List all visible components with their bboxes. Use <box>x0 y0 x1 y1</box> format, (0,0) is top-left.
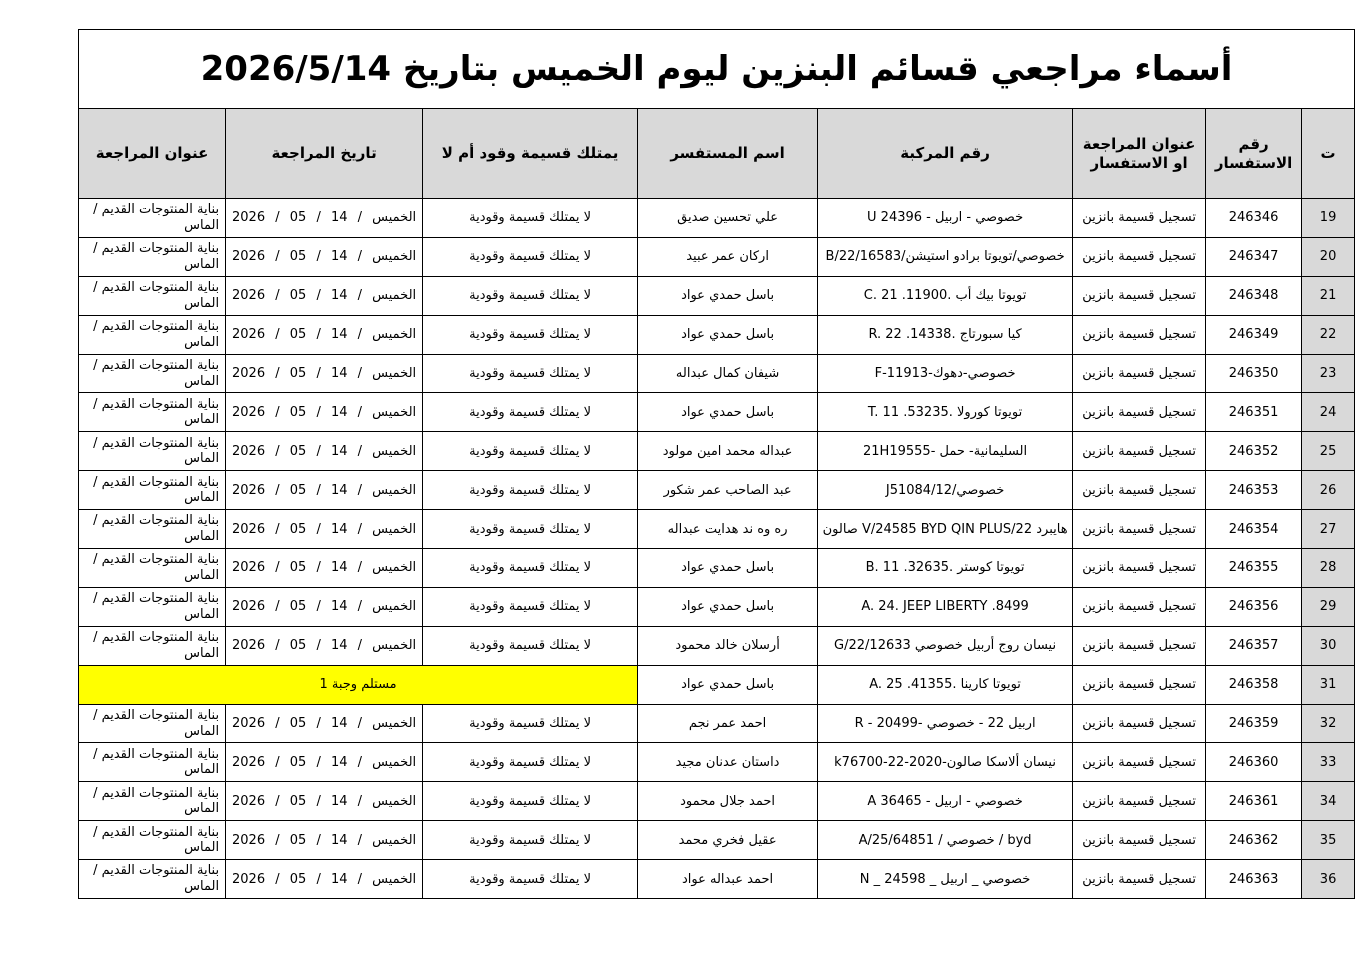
table-row <box>79 199 1355 238</box>
col-header-seq: ت <box>1302 109 1355 199</box>
row-inquirer-name: اركان عمر عبيد <box>638 237 818 276</box>
row-vehicle-no: خصوصي - اربيل - 36465 A <box>818 782 1073 821</box>
row-inquirer-name: باسل حمدي عواد <box>638 587 818 626</box>
row-seq: 30 <box>1302 626 1355 665</box>
row-inquiry-no: 246348 <box>1206 276 1302 315</box>
row-inquiry-no: 246357 <box>1206 626 1302 665</box>
row-visit-date: الخميس / 14 / 05 / 2026 <box>226 315 423 354</box>
row-request-type: تسجيل قسيمة بانزين <box>1073 549 1206 588</box>
row-vehicle-no: اربيل 22 - خصوصي -R - 20499 <box>818 704 1073 743</box>
row-visit-address: بناية المنتوجات القديم / الماس <box>79 743 226 782</box>
row-vehicle-no: خصوصي - اربيل - 24396 U <box>818 199 1073 238</box>
row-vehicle-no: byd / خصوصي / 64851/A/25 <box>818 821 1073 860</box>
row-visit-date: الخميس / 14 / 05 / 2026 <box>226 587 423 626</box>
row-inquiry-no: 246362 <box>1206 821 1302 860</box>
row-seq: 20 <box>1302 237 1355 276</box>
row-vehicle-no: خصوصي _ اربيل _ 24598 _ N <box>818 860 1073 899</box>
row-visit-date: الخميس / 14 / 05 / 2026 <box>226 626 423 665</box>
row-vehicle-no: تويوتا كارينا .41355. A. 25 <box>818 665 1073 704</box>
row-visit-date: الخميس / 14 / 05 / 2026 <box>226 549 423 588</box>
row-coupon-status: لا يمتلك قسيمة وقودية <box>423 199 638 238</box>
row-inquiry-no: 246351 <box>1206 393 1302 432</box>
row-visit-address: بناية المنتوجات القديم / الماس <box>79 393 226 432</box>
row-visit-address: بناية المنتوجات القديم / الماس <box>79 860 226 899</box>
row-coupon-status: لا يمتلك قسيمة وقودية <box>423 315 638 354</box>
row-request-type: تسجيل قسيمة بانزين <box>1073 743 1206 782</box>
row-visit-address: بناية المنتوجات القديم / الماس <box>79 587 226 626</box>
table-row <box>79 665 1355 704</box>
row-request-type: تسجيل قسيمة بانزين <box>1073 587 1206 626</box>
row-inquiry-no: 246352 <box>1206 432 1302 471</box>
row-coupon-status: لا يمتلك قسيمة وقودية <box>423 704 638 743</box>
row-visit-address: بناية المنتوجات القديم / الماس <box>79 354 226 393</box>
row-visit-date: الخميس / 14 / 05 / 2026 <box>226 510 423 549</box>
row-seq: 25 <box>1302 432 1355 471</box>
row-inquiry-no: 246360 <box>1206 743 1302 782</box>
row-seq: 26 <box>1302 471 1355 510</box>
col-header-has-coupon: يمتلك قسيمة وقود أم لا <box>423 109 638 199</box>
row-seq: 21 <box>1302 276 1355 315</box>
col-header-inquiry-no: رقم الاستفسار <box>1206 109 1302 199</box>
row-coupon-status: لا يمتلك قسيمة وقودية <box>423 354 638 393</box>
row-seq: 34 <box>1302 782 1355 821</box>
header-row <box>79 109 1355 199</box>
table-row <box>79 315 1355 354</box>
coupon-sheet <box>78 29 1354 899</box>
row-vehicle-no: نيسان ألاسكا صالون-2020-22-k76700 <box>818 743 1073 782</box>
row-inquirer-name: باسل حمدي عواد <box>638 665 818 704</box>
row-vehicle-no: هايبرد 22/V/24585 BYD QIN PLUS صالون <box>818 510 1073 549</box>
row-inquirer-name: شيفان كمال عبداله <box>638 354 818 393</box>
table-row <box>79 471 1355 510</box>
inquirers-table <box>78 29 1355 899</box>
row-inquiry-no: 246353 <box>1206 471 1302 510</box>
row-inquirer-name: احمد عبداله عواد <box>638 860 818 899</box>
table-body <box>79 199 1355 899</box>
row-request-type: تسجيل قسيمة بانزين <box>1073 354 1206 393</box>
table-row <box>79 354 1355 393</box>
row-inquiry-no: 246355 <box>1206 549 1302 588</box>
row-seq: 22 <box>1302 315 1355 354</box>
row-inquirer-name: باسل حمدي عواد <box>638 276 818 315</box>
row-request-type: تسجيل قسيمة بانزين <box>1073 510 1206 549</box>
row-vehicle-no: تويوتا كوستر .32635. B. 11 <box>818 549 1073 588</box>
row-visit-address: بناية المنتوجات القديم / الماس <box>79 199 226 238</box>
row-inquiry-no: 246358 <box>1206 665 1302 704</box>
row-coupon-status: لا يمتلك قسيمة وقودية <box>423 587 638 626</box>
row-visit-date: الخميس / 14 / 05 / 2026 <box>226 860 423 899</box>
table-row <box>79 276 1355 315</box>
row-seq: 29 <box>1302 587 1355 626</box>
row-inquiry-no: 246346 <box>1206 199 1302 238</box>
row-visit-address: بناية المنتوجات القديم / الماس <box>79 782 226 821</box>
table-row <box>79 743 1355 782</box>
row-visit-address: بناية المنتوجات القديم / الماس <box>79 471 226 510</box>
row-seq: 24 <box>1302 393 1355 432</box>
table-row <box>79 432 1355 471</box>
row-coupon-status: لا يمتلك قسيمة وقودية <box>423 276 638 315</box>
row-inquiry-no: 246359 <box>1206 704 1302 743</box>
row-visit-date: الخميس / 14 / 05 / 2026 <box>226 237 423 276</box>
row-vehicle-no: تويوتا بيك أب .11900. C. 21 <box>818 276 1073 315</box>
row-visit-date: الخميس / 14 / 05 / 2026 <box>226 199 423 238</box>
row-visit-date: الخميس / 14 / 05 / 2026 <box>226 782 423 821</box>
row-seq: 36 <box>1302 860 1355 899</box>
row-visit-date: الخميس / 14 / 05 / 2026 <box>226 821 423 860</box>
row-coupon-status: لا يمتلك قسيمة وقودية <box>423 237 638 276</box>
row-coupon-status: لا يمتلك قسيمة وقودية <box>423 821 638 860</box>
row-received-status: مستلم وجبة 1 <box>79 665 638 704</box>
row-coupon-status: لا يمتلك قسيمة وقودية <box>423 860 638 899</box>
row-seq: 27 <box>1302 510 1355 549</box>
row-visit-address: بناية المنتوجات القديم / الماس <box>79 549 226 588</box>
row-inquirer-name: احمد جلال محمود <box>638 782 818 821</box>
row-visit-date: الخميس / 14 / 05 / 2026 <box>226 743 423 782</box>
row-vehicle-no: كيا سبورتاج .14338. R. 22 <box>818 315 1073 354</box>
row-visit-date: الخميس / 14 / 05 / 2026 <box>226 471 423 510</box>
page-title: أسماء مراجعي قسائم البنزين ليوم الخميس بتاريخ 2026/5/14 <box>79 30 1355 109</box>
row-inquirer-name: احمد عمر نجم <box>638 704 818 743</box>
row-inquiry-no: 246363 <box>1206 860 1302 899</box>
row-inquirer-name: باسل حمدي عواد <box>638 549 818 588</box>
row-request-type: تسجيل قسيمة بانزين <box>1073 821 1206 860</box>
row-visit-address: بناية المنتوجات القديم / الماس <box>79 315 226 354</box>
row-inquiry-no: 246356 <box>1206 587 1302 626</box>
row-coupon-status: لا يمتلك قسيمة وقودية <box>423 782 638 821</box>
col-header-visit-date: تاريخ المراجعة <box>226 109 423 199</box>
row-visit-date: الخميس / 14 / 05 / 2026 <box>226 276 423 315</box>
row-visit-date: الخميس / 14 / 05 / 2026 <box>226 704 423 743</box>
row-coupon-status: لا يمتلك قسيمة وقودية <box>423 743 638 782</box>
row-request-type: تسجيل قسيمة بانزين <box>1073 665 1206 704</box>
col-header-inquirer-name: اسم المستفسر <box>638 109 818 199</box>
row-coupon-status: لا يمتلك قسيمة وقودية <box>423 432 638 471</box>
row-seq: 31 <box>1302 665 1355 704</box>
row-request-type: تسجيل قسيمة بانزين <box>1073 199 1206 238</box>
table-row <box>79 393 1355 432</box>
row-inquirer-name: علي تحسين صديق <box>638 199 818 238</box>
table-row <box>79 626 1355 665</box>
row-visit-date: الخميس / 14 / 05 / 2026 <box>226 393 423 432</box>
row-request-type: تسجيل قسيمة بانزين <box>1073 315 1206 354</box>
row-request-type: تسجيل قسيمة بانزين <box>1073 393 1206 432</box>
row-inquirer-name: باسل حمدي عواد <box>638 315 818 354</box>
row-inquirer-name: أرسلان خالد محمود <box>638 626 818 665</box>
row-visit-date: الخميس / 14 / 05 / 2026 <box>226 432 423 471</box>
table-row <box>79 587 1355 626</box>
row-vehicle-no: 8499. A. 24. JEEP LIBERTY <box>818 587 1073 626</box>
row-inquirer-name: عبداله محمد امين مولود <box>638 432 818 471</box>
row-request-type: تسجيل قسيمة بانزين <box>1073 276 1206 315</box>
row-visit-address: بناية المنتوجات القديم / الماس <box>79 276 226 315</box>
row-request-type: تسجيل قسيمة بانزين <box>1073 471 1206 510</box>
row-visit-address: بناية المنتوجات القديم / الماس <box>79 510 226 549</box>
row-request-type: تسجيل قسيمة بانزين <box>1073 237 1206 276</box>
row-inquirer-name: عبد الصاحب عمر شكور <box>638 471 818 510</box>
table-row <box>79 704 1355 743</box>
row-seq: 33 <box>1302 743 1355 782</box>
row-request-type: تسجيل قسيمة بانزين <box>1073 704 1206 743</box>
col-header-vehicle-no: رقم المركبة <box>818 109 1073 199</box>
row-visit-date: الخميس / 14 / 05 / 2026 <box>226 354 423 393</box>
row-request-type: تسجيل قسيمة بانزين <box>1073 860 1206 899</box>
table-row <box>79 510 1355 549</box>
row-inquirer-name: ره وه ند هدايت عبداله <box>638 510 818 549</box>
row-coupon-status: لا يمتلك قسيمة وقودية <box>423 510 638 549</box>
row-seq: 35 <box>1302 821 1355 860</box>
row-visit-address: بناية المنتوجات القديم / الماس <box>79 432 226 471</box>
row-inquiry-no: 246347 <box>1206 237 1302 276</box>
table-row <box>79 821 1355 860</box>
row-seq: 19 <box>1302 199 1355 238</box>
row-vehicle-no: نيسان روج أربيل خصوصي G/22/12633 <box>818 626 1073 665</box>
row-request-type: تسجيل قسيمة بانزين <box>1073 432 1206 471</box>
row-coupon-status: لا يمتلك قسيمة وقودية <box>423 626 638 665</box>
col-header-visit-address: عنوان المراجعة <box>79 109 226 199</box>
row-inquirer-name: عقيل فخري محمد <box>638 821 818 860</box>
row-inquirer-name: باسل حمدي عواد <box>638 393 818 432</box>
row-vehicle-no: خصوصي/J51084/12 <box>818 471 1073 510</box>
row-inquiry-no: 246350 <box>1206 354 1302 393</box>
table-row <box>79 549 1355 588</box>
table-row <box>79 237 1355 276</box>
col-header-request-address: عنوان المراجعة او الاستفسار <box>1073 109 1206 199</box>
row-inquirer-name: داستان عدنان مجيد <box>638 743 818 782</box>
row-coupon-status: لا يمتلك قسيمة وقودية <box>423 393 638 432</box>
row-request-type: تسجيل قسيمة بانزين <box>1073 626 1206 665</box>
row-request-type: تسجيل قسيمة بانزين <box>1073 782 1206 821</box>
row-seq: 28 <box>1302 549 1355 588</box>
table-row <box>79 782 1355 821</box>
row-inquiry-no: 246361 <box>1206 782 1302 821</box>
row-vehicle-no: السليمانية- حمل -21H19555 <box>818 432 1073 471</box>
row-inquiry-no: 246354 <box>1206 510 1302 549</box>
row-coupon-status: لا يمتلك قسيمة وقودية <box>423 549 638 588</box>
row-inquiry-no: 246349 <box>1206 315 1302 354</box>
row-vehicle-no: تويوتا كورولا .53235. T. 11 <box>818 393 1073 432</box>
row-coupon-status: لا يمتلك قسيمة وقودية <box>423 471 638 510</box>
row-vehicle-no: خصوصي/تويوتا برادو استيشن/16583/B/22 <box>818 237 1073 276</box>
row-seq: 23 <box>1302 354 1355 393</box>
row-seq: 32 <box>1302 704 1355 743</box>
row-visit-address: بناية المنتوجات القديم / الماس <box>79 821 226 860</box>
table-row <box>79 860 1355 899</box>
row-visit-address: بناية المنتوجات القديم / الماس <box>79 237 226 276</box>
row-visit-address: بناية المنتوجات القديم / الماس <box>79 626 226 665</box>
row-vehicle-no: خصوصي-دهوك-F-11913 <box>818 354 1073 393</box>
row-visit-address: بناية المنتوجات القديم / الماس <box>79 704 226 743</box>
